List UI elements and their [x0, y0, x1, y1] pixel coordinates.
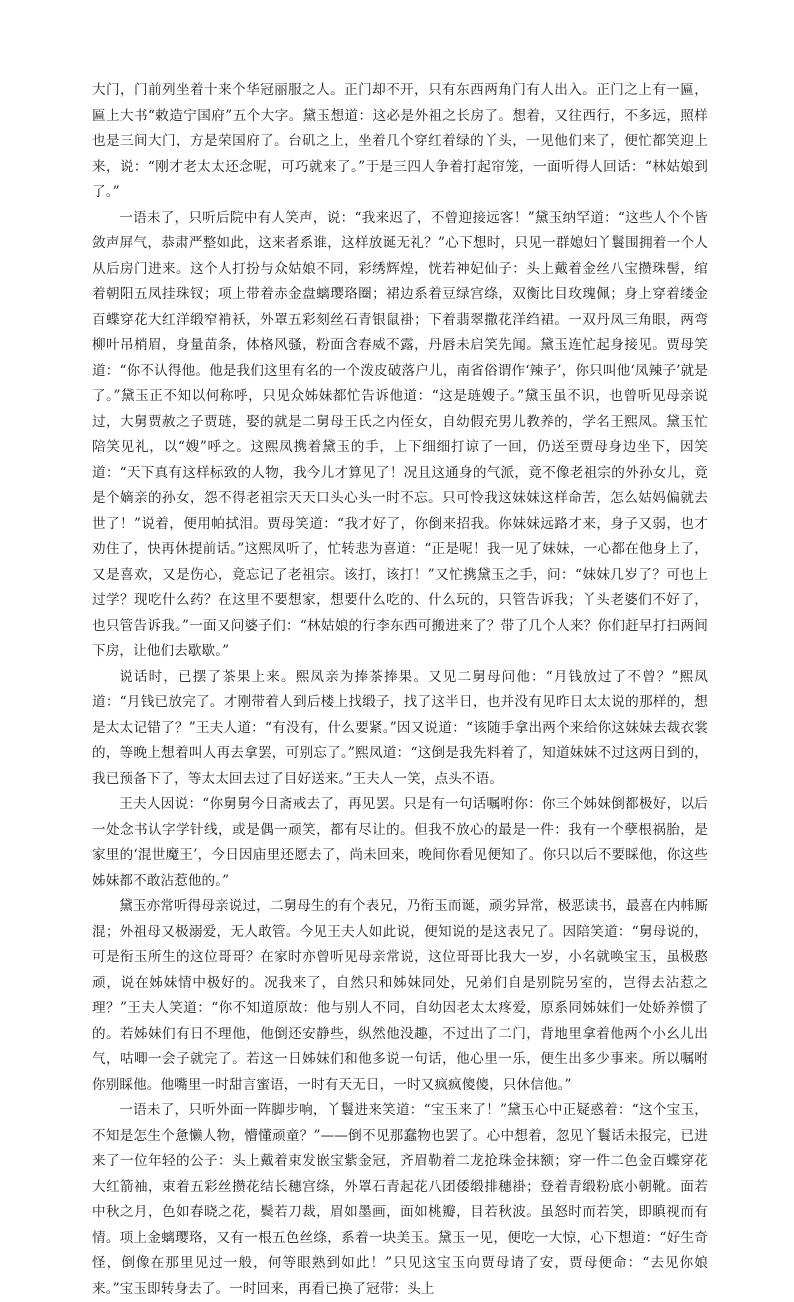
paragraph-6: 一语未了，只听外面一阵脚步响，丫鬟进来笑道：“宝玉来了！”黛玉心中正疑惑着：“这个宝玉，不知是怎生个惫懒人物，懵懂顽童？”——倒不见那蠢物也罢了。心中想着，忽见丫鬟话未报完，已进来了一位年轻的公子：头上戴着束发嵌宝紫金冠，齐眉勒着二龙抢珠金抹额；穿一件二色金百蝶穿花大红箭袖，束着五彩丝攒花结长穗宫绦，外罩石青起花八团倭缎排穗褂；登着青缎粉底小朝靴。面若中秋之月，色如春晓之花，鬓若刀裁，眉如墨画，面如桃瓣，目若秋波。虽怒时而若笑，即瞋视而有情。项上金螭璎珞，又有一根五色丝绦，系着一块美玉。黛玉一见，便吃一大惊，心下想道：“好生奇怪，倒像在那里见过一般，何等眼熟到如此！”只见这宝玉向贾母请了安，贾母便命：“去见你娘来。”宝玉即转身去了。一时回来，再看已换了冠带：头上 [92, 1102, 708, 1297]
paragraph-1: 大门，门前列坐着十来个华冠丽服之人。正门却不开，只有东西两角门有人出入。正门之上有一匾，匾上大书“敕造宁国府”五个大字。黛玉想道：这必是外祖之长房了。想着，又往西行，不多远，照样也是三间大门，方是荣国府了。台矶之上，坐着几个穿红着绿的丫头，一见他们来了，便忙都笑迎上来，说：“刚才老太太还念呢，可巧就来了。”于是三四人争着打起帘笼，一面听得人回话：“林姑娘到了。” [92, 82, 708, 200]
document-page [92, 78, 708, 1302]
paragraph-3: 说话时，已摆了茶果上来。熙凤亲为捧茶捧果。又见二舅母问他：“月钱放过了不曾？”熙凤道：“月钱已放完了。才刚带着人到后楼上找缎子，找了这半日，也并没有见昨日太太说的那样的，想是太太记错了？”王夫人道：“有没有，什么要紧。”因又说道：“该随手拿出两个来给你这妹妹去裁衣裳的，等晚上想着叫人再去拿罢，可别忘了。”熙凤道：“这倒是我先料着了，知道妹妹不过这两日到的，我已预备下了，等太太回去过了目好送来。”王夫人一笑，点头不语。 [92, 668, 708, 787]
paragraph-4: 王夫人因说：“你舅舅今日斋戒去了，再见罢。只是有一句话嘱咐你：你三个姊妹倒都极好，以后一处念书认字学针线，或是偶一顽笑，都有尽让的。但我不放心的最是一件：我有一个孽根祸胎，是家里的‘混世魔王’，今日因庙里还愿去了，尚未回来，晚间你看见便知了。你只以后不要睬他，你这些姊妹都不敢沾惹他的。” [92, 796, 708, 889]
paragraph-2: 一语未了，只听后院中有人笑声，说：“我来迟了，不曾迎接远客！”黛玉纳罕道：“这些人个个皆敛声屏气，恭肃严整如此，这来者系谁，这样放诞无礼？”心下想时，只见一群媳妇丫鬟围拥着一个人从后房门进来。这个人打扮与众姑娘不同，彩绣辉煌，恍若神妃仙子：头上戴着金丝八宝攒珠髻，绾着朝阳五凤挂珠钗；项上带着赤金盘螭璎珞圈；裙边系着豆绿宫绦，双衡比目玫瑰佩；身上穿着缕金百蝶穿花大红洋缎窄褃袄，外罩五彩刻丝石青银鼠褂；下着翡翠撒花洋绉裙。一双丹凤三角眼，两弯柳叶吊梢眉，身量苗条，体格风骚，粉面含春威不露，丹唇未启笑先闻。黛玉连忙起身接见。贾母笑道：“你不认得他。他是我们这里有名的一个泼皮破落户儿，南省俗谓作‘辣子’，你只叫他‘凤辣子’就是了。”黛玉正不知以何称呼，只见众姊妹都忙告诉他道：“这是琏嫂子。”黛玉虽不识，也曾听见母亲说过，大舅贾赦之子贾琏，娶的就是二舅母王氏之内侄女，自幼假充男儿教养的，学名王熙凤。黛玉忙陪笑见礼，以“嫂”呼之。这熙凤携着黛玉的手，上下细细打谅了一回，仍送至贾母身边坐下，因笑道：“天下真有这样标致的人物，我今儿才算见了！况且这通身的气派，竟不像老祖宗的外孙女儿，竟是个嫡亲的孙女，怨不得老祖宗天天口头心头一时不忘。只可怜我这妹妹这样命苦，怎么姑妈偏就去世了！”说着，便用帕拭泪。贾母笑道：“我才好了，你倒来招我。你妹妹远路才来，身子又弱，也才劝住了，快再休提前话。”这熙凤听了，忙转悲为喜道：“正是呢！我一见了妹妹，一心都在他身上了，又是喜欢，又是伤心，竟忘记了老祖宗。该打，该打！”又忙携黛玉之手，问：“妹妹几岁了？可也上过学？现吃什么药？在这里不要想家，想要什么吃的、什么玩的，只管告诉我；丫头老婆们不好了，也只管告诉我。”一面又问婆子们：“林姑娘的行李东西可搬进来了？带了几个人来？你们赶早打扫两间下房，让他们去歇歇。” [92, 209, 708, 659]
paragraph-5: 黛玉亦常听得母亲说过，二舅母生的有个表兄，乃衔玉而诞，顽劣异常，极恶读书，最喜在内帏厮混；外祖母又极溺爱，无人敢管。今见王夫人如此说，便知说的是这表兄了。因陪笑道：“舅母说的，可是衔玉所生的这位哥哥？在家时亦曾听见母亲常说，这位哥哥比我大一岁，小名就唤宝玉，虽极憨顽，说在姊妹情中极好的。况我来了，自然只和姊妹同处，兄弟们自是别院另室的，岂得去沾惹之理？”王夫人笑道：“你不知道原故：他与别人不同，自幼因老太太疼爱，原系同姊妹们一处娇养惯了的。若姊妹们有日不理他，他倒还安静些，纵然他没趣，不过出了二门，背地里拿着他两个小幺儿出气，咕唧一会子就完了。若这一日姊妹们和他多说一句话，他心里一乐，便生出多少事来。所以嘱咐你别睬他。他嘴里一时甜言蜜语，一时有天无日，一时又疯疯傻傻，只休信他。” [92, 898, 709, 1093]
